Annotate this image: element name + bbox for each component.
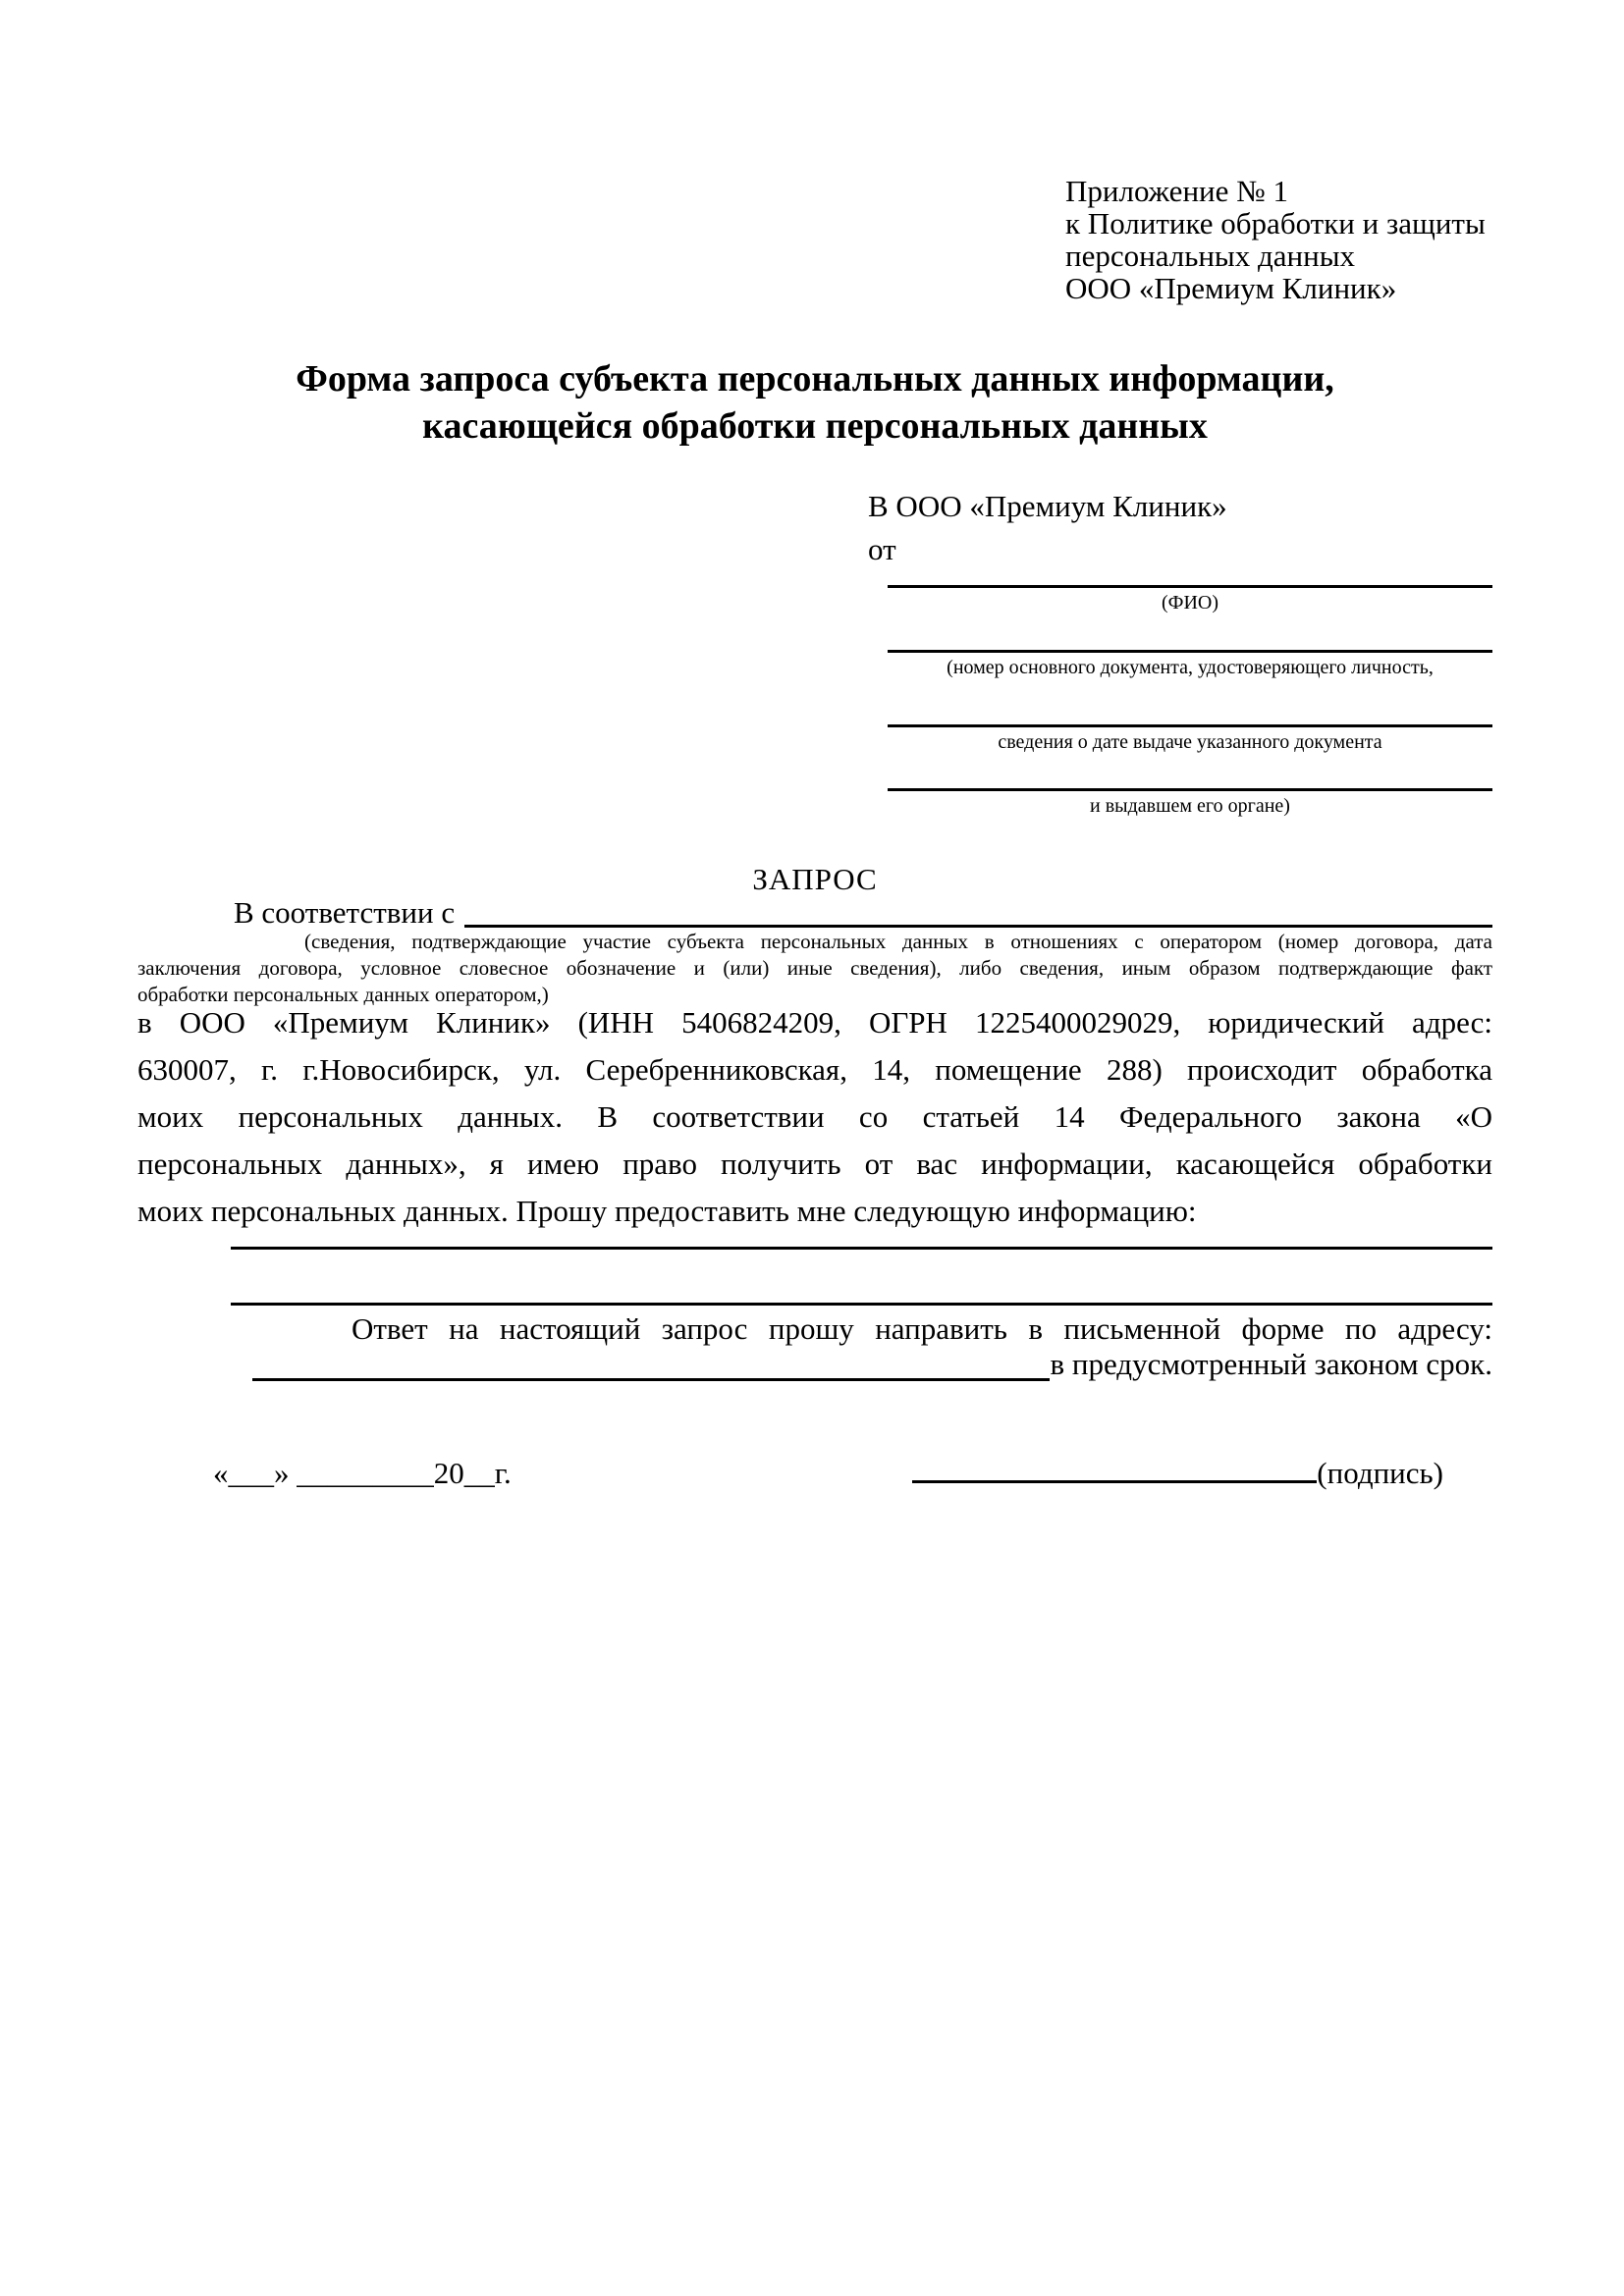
- document-title: [137, 355, 1492, 450]
- document-number-caption: (номер основного документа, удостоверяющего личность,: [947, 657, 1434, 678]
- addressee-to: В ООО «Премиум Клиник»: [868, 489, 1227, 523]
- request-heading: ЗАПРОС: [752, 862, 878, 896]
- reply-suffix: в предусмотренный законом срок.: [1050, 1347, 1492, 1381]
- reply-address-row: [137, 1341, 1492, 1388]
- issuing-authority-caption: и выдавшем его органе): [1090, 795, 1290, 817]
- date-placeholder: «___» _________20__г.: [213, 1456, 512, 1490]
- basis-note-line: (сведения, подтверждающие участие субъекта персональных данных в отношениях с оператором (номер договора, дата: [304, 930, 1492, 953]
- appendix-block: [1065, 175, 1486, 304]
- issue-date-caption: сведения о дате выдаче указанного документа: [998, 731, 1382, 753]
- information-fill-line: [231, 1247, 1492, 1250]
- body-line: 630007, г. г.Новосибирск, ул. Серебренниковская, 14, помещение 288) происходит обработка: [137, 1052, 1492, 1087]
- basis-prefix: В соответствии с: [234, 895, 456, 930]
- basis-fill-line: [464, 895, 1492, 928]
- fio-caption: (ФИО): [1161, 592, 1218, 614]
- footer-row: [137, 1457, 1492, 1489]
- appendix-line: ООО «Премиум Клиник»: [1065, 271, 1397, 305]
- body-line: моих персональных данных. В соответствии со статьей 14 Федерального закона «О: [137, 1099, 1492, 1134]
- signature-fill-line: [912, 1480, 1317, 1483]
- addressee-block: [868, 485, 1492, 819]
- signature-caption: (подпись): [1317, 1456, 1443, 1490]
- title-line: Форма запроса субъекта персональных данных информации,: [296, 358, 1334, 400]
- body-line: в ООО «Премиум Клиник» (ИНН 5406824209, ОГРН 1225400029029, юридический адрес:: [137, 1005, 1492, 1040]
- title-line: касающейся обработки персональных данных: [422, 405, 1208, 447]
- appendix-line: Приложение № 1: [1065, 174, 1288, 208]
- basis-row: [137, 895, 1492, 931]
- body-line: моих персональных данных. Прошу предоставить мне следующую информацию:: [137, 1194, 1197, 1228]
- addressee-from-label: от: [868, 532, 896, 566]
- basis-note: [137, 929, 1492, 1008]
- reply-line: Ответ на настоящий запрос прошу направить в письменной форме по адресу:: [352, 1311, 1492, 1346]
- address-fill-line: [252, 1378, 1050, 1381]
- appendix-line: к Политике обработки и защиты: [1065, 206, 1486, 240]
- basis-note-line: обработки персональных данных оператором,): [137, 983, 549, 1006]
- document-content: [137, 0, 1492, 2296]
- body-line: персональных данных», я имею право получить от вас информации, касающейся обработки: [137, 1147, 1492, 1181]
- basis-note-line: заключения договора, условное словесное обозначение и (или) иные сведения), либо сведения, иным образом подтверждающие факт: [137, 956, 1492, 980]
- appendix-line: персональных данных: [1065, 239, 1356, 273]
- request-body: [137, 999, 1492, 1235]
